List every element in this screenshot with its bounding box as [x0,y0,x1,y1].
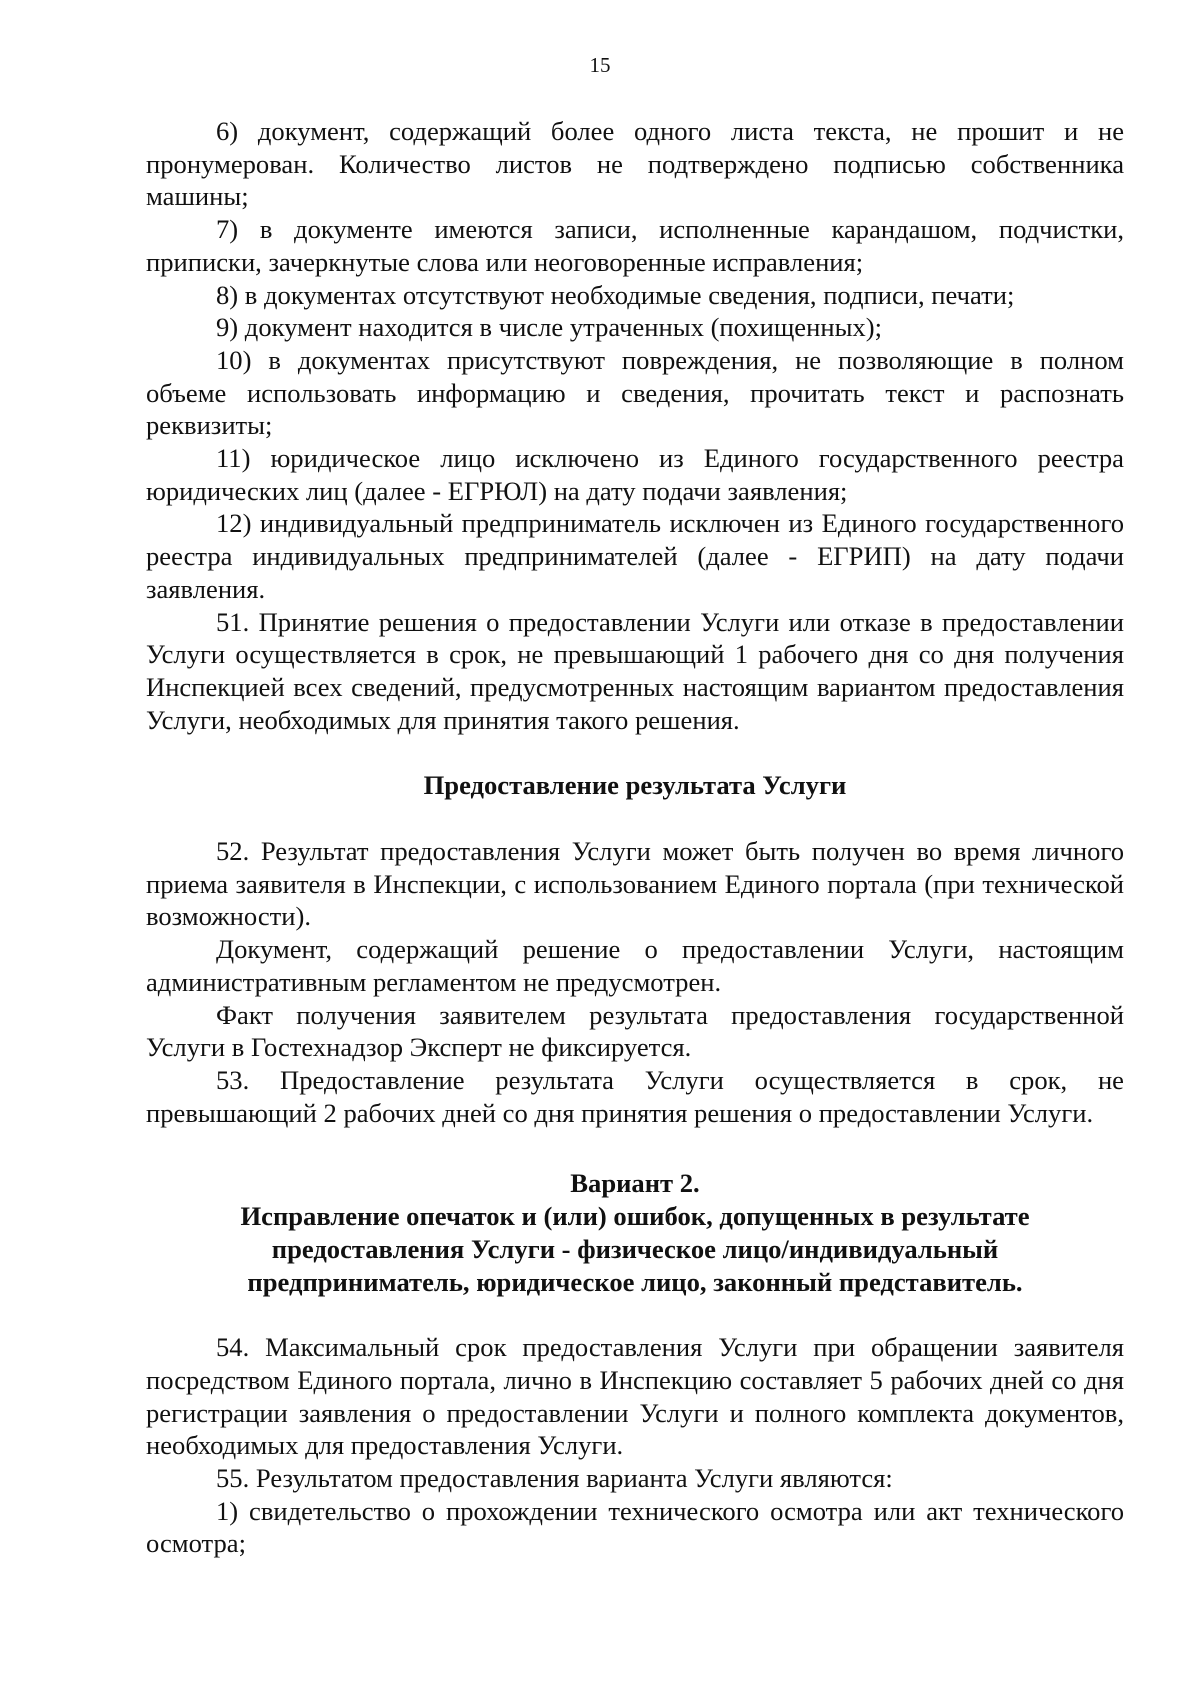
paragraph-item-12: 12) индивидуальный предприниматель исключен из Единого государственного реестра индивидуальных предпринимателей (далее - ЕГРИП) на дату подачи заявления. [146,508,1124,604]
spacer [146,1298,1124,1331]
paragraph-item-6: 6) документ, содержащий более одного листа текста, не прошит и не пронумерован. Количество листов не подтверждено подписью собственника машины; [146,116,1124,212]
page-number: 15 [589,53,611,77]
paragraph-54: 54. Максимальный срок предоставления Услуги при обращении заявителя посредством Единого портала, лично в Инспекцию составляет 5 рабочих дней со дня регистрации заявления о предоставлении Услуги и полного комплекта документов, необходимых для предоставления Услуги. [146,1332,1124,1461]
section-heading-variant-2 [146,1167,1124,1298]
variant-heading-line: Вариант 2. [570,1168,700,1199]
variant-heading-line: Исправление опечаток и (или) ошибок, допущенных в результате [240,1201,1030,1232]
spacer [146,736,1124,769]
paragraph-item-10: 10) в документах присутствуют повреждения, не позволяющие в полном объеме использовать информацию и сведения, прочитать текст и распознать реквизиты; [146,344,1124,441]
paragraph-item-8: 8) в документах отсутствуют необходимые сведения, подписи, печати; [216,279,1015,310]
paragraph-item-7: 7) в документе имеются записи, исполненные карандашом, подчистки, приписки, зачеркнутые слова или неоговоренные исправления; [146,214,1124,277]
paragraph-55-item-1: 1) свидетельство о прохождении технического осмотра или акт технического осмотра; [146,1495,1124,1559]
paragraph-fact-note: Факт получения заявителем результата предоставления государственной Услуги в Гостехнадзор Эксперт не фиксируется. [146,999,1124,1063]
paragraph-item-9: 9) документ находится в числе утраченных (похищенных); [216,312,882,343]
paragraph-51: 51. Принятие решения о предоставлении Услуги или отказе в предоставлении Услуги осуществляется в срок, не превышающий 1 рабочего дня со дня получения Инспекцией всех сведений, предусмотренных настоящим вариантом предоставления Услуги, необходимых для принятия такого решения. [146,606,1124,735]
variant-heading-line: предоставления Услуги - физическое лицо/индивидуальный [271,1233,999,1264]
section-heading-result: Предоставление результата Услуги [423,770,847,801]
document-body [146,115,1124,1560]
paragraph-document-note: Документ, содержащий решение о предоставлении Услуги, настоящим административным регламентом не предусмотрен. [146,934,1124,997]
variant-heading-line: предприниматель, юридическое лицо, законный представитель. [247,1266,1023,1297]
paragraph-52: 52. Результат предоставления Услуги может быть получен во время личного приема заявителя в Инспекции, с использованием Единого портала (при технической возможности). [146,836,1124,932]
paragraph-item-11: 11) юридическое лицо исключено из Единого государственного реестра юридических лиц (далее - ЕГРЮЛ) на дату подачи заявления; [146,443,1124,506]
spacer [146,802,1124,835]
paragraph-55: 55. Результатом предоставления варианта Услуги являются: [216,1463,893,1494]
paragraph-53: 53. Предоставление результата Услуги осуществляется в срок, не превышающий 2 рабочих дней со дня принятия решения о предоставлении Услуги. [146,1064,1124,1128]
spacer [146,1129,1124,1167]
